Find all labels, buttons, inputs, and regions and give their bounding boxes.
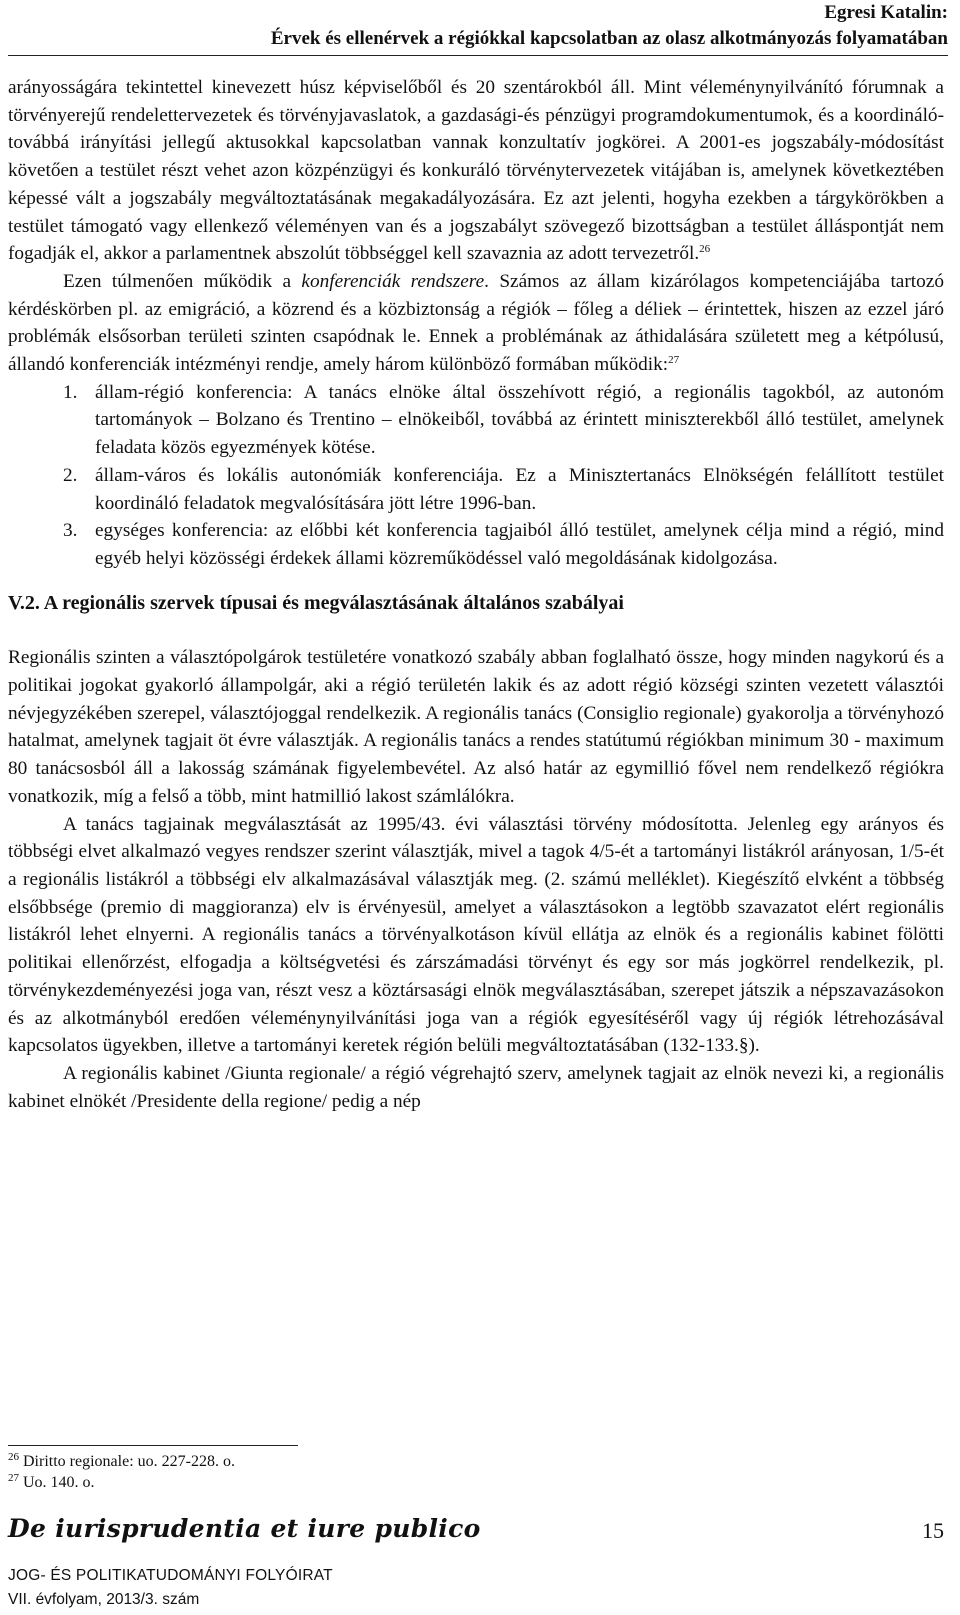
list-number: 3. <box>63 520 78 542</box>
journal-volume: VII. évfolyam, 2013/3. szám <box>8 1591 200 1608</box>
conference-list <box>8 379 944 573</box>
footnote-divider <box>8 1445 298 1446</box>
journal-logo-text: De iurisprudentia et iure publico <box>8 1514 481 1543</box>
emphasis-konferenciak: konferenciák rendszere <box>301 270 485 292</box>
body-text <box>8 74 944 1115</box>
section-heading: V.2. A regionális szervek típusai és megválasztásának általános szabályai <box>8 591 624 614</box>
paragraph-3: Regionális szinten a választópolgárok testületére vonatkozó szabály abban foglalható össze, hogy minden nagykorú és a politikai jogokat gyakorló állampolgár, aki a régió területén lakik és az adott régió községi szinten vezetett választói névjegyzékében szerepel, választójoggal rendelkezik. A regionális tanács (Consiglio regionale) gyakorolja a törvényhozó hatalmat, amelynek tagjait öt évre választják. A regionális tanács a rendes statútumú régiókban minimum 30 - maximum 80 tanácsosból áll a lakosság számának figyelembevétel. Az alsó határ az egymillió fővel nem rendelkező régiókra vonatkozik, míg a felső a több, mint hatmillió lakost számlálókra. <box>8 647 944 807</box>
list-number: 2. <box>63 464 78 486</box>
footnote-ref-27[interactable]: 27 <box>668 354 680 367</box>
list-item: 1. állam-régió konferencia: A tanács elnöke által összehívott régió, a regionális tagokból, az autonóm tartományok – Bolzano és Trentino – elnökeiből, továbbá az érintett miniszterekből álló testület, amelynek feladata közös egyezmények kötése. <box>8 379 944 462</box>
paragraph-1: arányosságára tekintettel kinevezett húsz képviselőből és 20 szentárokból áll. Mint véleménynyilvánító fórumnak a törvényerejű rendelettervezetek és törvényjavaslatok, a gazdasági-és pénzügyi programdokumentumok, és a koordináló- továbbá irányítási jellegű aktusokkal kapcsolatban vannak konzultatív jogkörei. A 2001-es jogszabály-módosítást követően a testület részt vehet azon közpénzügyi és konkuráló törvénytervezetek vitájában is, amelynek következtében képessé vált a jogszabály megváltoztatásának megakadályozására. Ez azt jelenti, hogyha ezekben a tárgykörökben a testület támogató vagy ellenkező véleményen van és a jogszabályt szövegező bizottságban a testület álláspontját nem fogadják el, akkor a parlamentnek abszolút többséggel kell szavaznia az adott tervezetről.$^{26}$ <box>8 77 944 265</box>
header-divider <box>8 55 948 56</box>
paragraph-2: Ezen túlmenően működik a konferenciák rendszere. Számos az állam kizárólagos kompetenciájába tartozó kérdéskörben pl. az emigráció, a közrend és a közbiztonság a régiók – főleg a déliek – érintettek, hiszen az ezzel járó problémák elsősorban területi szinten csapódnak le. Ennek a problémának az áthidalására született meg a kétpólusú, állandó konferenciák intézményi rendje, amely három különböző formában működik:$^{27}$ <box>8 270 944 376</box>
header-author: Egresi Katalin: <box>824 2 948 23</box>
paragraph-4: A tanács tagjainak megválasztását az 1995/43. évi választási törvény módosította. Jelenleg egy arányos és többségi elvet alkalmazó vegyes rendszer szerint választják, mivel a tagok 4/5-ét a tartományi listákról arányosan, 1/5-ét a regionális listákról a többségi elv alkalmazásával választják meg. (2. számú melléklet). Kiegészítő elvként a többség elsőbbsége (premio di maggioranza) elv is érvényesül, amelyet a választásokon a legtöbb szavazatot elért regionális listákról lehet elnyerni. A regionális tanács a törvényalkotáson kívül ellátja az elnök és a regionális kabinet fölötti politikai ellenőrzést, elfogadja a költségvetési és zárszámadási törvényt és egy sor más jogkörrel rendelkezik, pl. törvénykezdeményezési joga van, részt vesz a köztársasági elnök megválasztásában, szerepet játszik a népszavazásokon és az alkotmányból eredően véleménynyilvánítási joga van a régiók egyesítéséről vagy új régiók létrehozásával kapcsolatos ügyekben, illetve a tartományi keretek régión belüli megváltoztatásában (132-133.§). <box>8 813 944 1057</box>
paragraph-5: A regionális kabinet /Giunta regionale/ a régió végrehajtó szerv, amelynek tagjait az elnök nevezi ki, a regionális kabinet elnökét /Presidente della regione/ pedig a nép <box>8 1062 944 1112</box>
list-item: 3. egységes konferencia: az előbbi két konferencia tagjaiból álló testület, amelynek célja mind a régió, mind egyéb helyi közösségi érdekek állami közreműködéssel való megoldásának kidolgozása. <box>8 517 944 572</box>
page-number: 15 <box>922 1518 944 1543</box>
header-title: Érvek és ellenérvek a régiókkal kapcsolatban az olasz alkotmányozás folyamatában <box>270 28 948 49</box>
footnote-27: $^{27}$ Uo. 140. o. <box>8 1472 95 1491</box>
footnotes <box>8 1451 608 1493</box>
list-number: 1. <box>63 381 78 403</box>
footnote-26: $^{26}$ Diritto regionale: uo. 227-228. o. <box>8 1451 235 1470</box>
running-header <box>8 0 948 52</box>
journal-name: JOG- ÉS POLITIKATUDOMÁNYI FOLYÓIRAT <box>8 1567 333 1584</box>
list-item: 2. állam-város és lokális autonómiák konferenciája. Ez a Minisztertanács Elnökségén felállított testület koordináló feladatok megvalósítására jött létre 1996-ban. <box>8 462 944 517</box>
footnote-ref-26[interactable]: 26 <box>699 243 711 256</box>
